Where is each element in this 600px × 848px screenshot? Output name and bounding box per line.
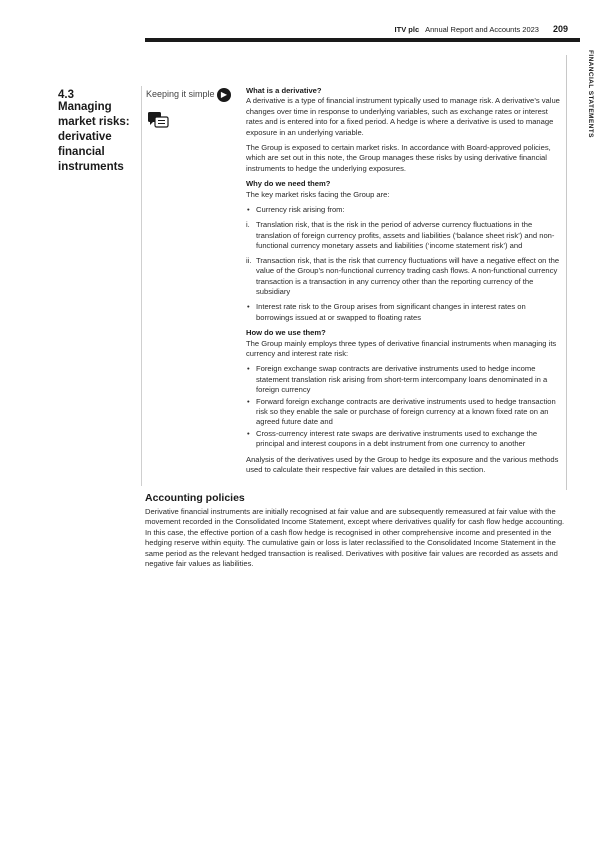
keeping-simple-label: Keeping it simple xyxy=(146,89,215,99)
page-number: 209 xyxy=(552,24,568,34)
analysis-paragraph: Analysis of the derivatives used by the Group to hedge its exposure and the various methods used to calculate their respective fair values are detailed in this section. xyxy=(246,454,559,474)
accounting-policies-body: Derivative financial instruments are initially recognised at fair value and are subsequently remeasured at fair value with the movement recorded in the Consolidated Income Statement, except where derivatives qualify for cash flow hedge accounting. In this case, the effective portion of a cash flow hedge is recognised in other comprehensive income and presented in the hedging reserve within equity. The cumulative gain or loss is later reclassified to the Consolidated Income Statement in the same period as the relevant hedged transaction is realised. Derivatives with positive fair values are recorded as assets and negative fair values as liabilities. xyxy=(145,507,565,569)
risk-list-interest xyxy=(246,302,564,323)
brand-name: ITV plc xyxy=(394,25,420,34)
list-item: • Foreign exchange swap contracts are derivative instruments used to hedge income statement translation risk arising from short-term intercompany loans denominated in a foreign currency xyxy=(256,364,564,395)
what-heading: What is a derivative? xyxy=(246,86,322,95)
side-divider xyxy=(566,55,567,490)
chat-bubble-icon xyxy=(147,111,169,129)
instrument-list xyxy=(246,364,564,449)
section-title: Managing market risks: derivative financial instruments xyxy=(58,101,130,173)
how-heading: How do we use them? xyxy=(246,328,326,338)
keep-simple-divider xyxy=(141,86,142,486)
section-number: 4.3 xyxy=(58,89,74,101)
header-rule xyxy=(145,38,580,42)
risk-currency: • Currency risk arising from: xyxy=(256,205,564,215)
risk-interest: • Interest rate risk to the Group arises from significant changes in interest rates on borrowings issued at or swapped to floating rates xyxy=(256,302,564,323)
document-title: Annual Report and Accounts 2023 xyxy=(425,25,539,34)
accounting-policies-heading: Accounting policies xyxy=(145,492,245,504)
list-item: • Forward foreign exchange contracts are derivative instruments used to hedge transaction risk so they enable the sale or purchase of foreign currency at a known fixed rate on an agreed future date and xyxy=(256,397,564,428)
why-intro: The key market risks facing the Group are: xyxy=(246,189,390,199)
currency-risk-list xyxy=(246,220,564,297)
risk-list xyxy=(246,205,564,215)
what-paragraph-2: The Group is exposed to certain market risks. In accordance with Board-approved policies, which are set out in this note, the Group manages these risks by using derivative financial instruments to hedge the underlying exposures. xyxy=(246,143,551,173)
what-paragraph-1: A derivative is a type of financial instrument typically used to manage risk. A derivative’s value changes over time in response to underlying variables, such as exchange rates or interest rates and is entered into for a fixed period. A hedge is where a derivative is used to manage exposure in an underlying variable. xyxy=(246,96,560,137)
section-side-label: FINANCIAL STATEMENTS xyxy=(587,50,594,138)
list-item: • Cross-currency interest rate swaps are derivative instruments used to exchange the principal and interest coupons in a debt instrument from one currency to another xyxy=(256,429,564,450)
arrow-right-icon: ▶ xyxy=(217,88,231,102)
list-item: i. Translation risk, that is the risk in the period of adverse currency fluctuations in the translation of foreign currency profits, assets and liabilities (‘balance sheet risk’) and non-functional currency monetary assets and liabilities (‘income statement risk’) and xyxy=(246,220,555,251)
page-header xyxy=(395,24,568,34)
derivative-explainer xyxy=(246,86,564,480)
why-heading: Why do we need them? xyxy=(246,179,331,189)
list-item: ii. Transaction risk, that is the risk that currency fluctuations will have a negative effect on the value of the Group’s non-functional currency trading cash flows. A non-functional currency transaction is a transaction in any currency other than the reporting currency of the subsidiary xyxy=(246,255,560,296)
how-intro: The Group mainly employs three types of derivative financial instruments when managing its currency and interest rate risk: xyxy=(246,338,557,358)
